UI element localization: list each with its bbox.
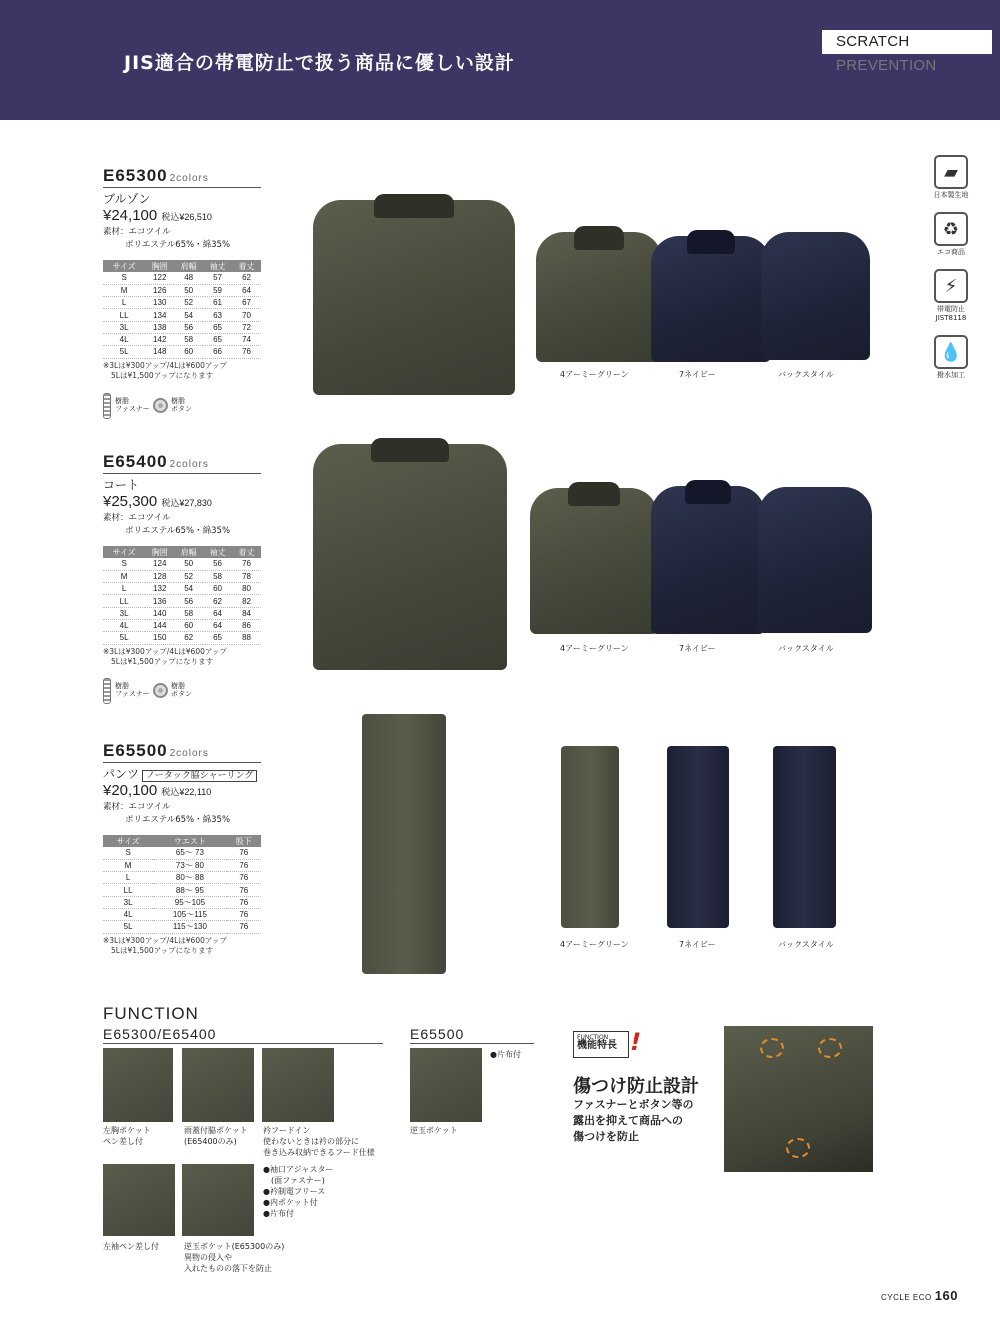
product-back-photo — [758, 487, 872, 633]
color-caption: バックスタイル — [778, 370, 834, 379]
product-code: E65300 2colors — [103, 166, 261, 188]
table-row: 4L 142 58 65 74 — [103, 333, 261, 345]
function-bullets: ●袖口アジャスター (面ファスナー) ●衿制電フリース ●内ポケット付 ●片布付 — [263, 1165, 334, 1218]
size-table: サイズ 胸囲 肩幅 袖丈 着丈 S 124 50 56 76 M 128 52 58 78 L 132 54 60 80 LL 136 56 62 82 3L 140 58 64 84 4L 144 60 64 86 5L 150 62 65 88 — [103, 546, 261, 645]
function-bullets: ●片布付 — [490, 1050, 521, 1059]
product-color-photo — [530, 488, 658, 634]
function-caption: 左胸ポケット ペン差し付 — [103, 1126, 151, 1146]
category-tag-light: PREVENTION — [836, 57, 937, 74]
size-note: ※3Lは¥300アップ/4Lは¥600アップ 5Lは¥1,500アップになります — [103, 646, 227, 666]
product-code: E65500 2colors — [103, 741, 261, 763]
table-row: 5L 148 60 66 76 — [103, 346, 261, 358]
button-icon — [153, 398, 168, 413]
product-name: ブルゾン — [103, 192, 151, 206]
table-row: S 65～ 73 76 — [103, 847, 261, 859]
function-caption: 逆玉ポケット — [410, 1126, 458, 1135]
product-main-photo — [313, 200, 515, 395]
color-caption: バックスタイル — [778, 644, 834, 653]
page-title: JIS適合の帯電防止で扱う商品に優しい設計 — [124, 52, 515, 74]
table-row: L 80～ 88 76 — [103, 872, 261, 884]
zipper-icon — [103, 678, 111, 704]
size-table: サイズ 胸囲 肩幅 袖丈 着丈 S 122 48 57 62 M 126 50 59 64 L 130 52 61 67 LL 134 54 63 70 3L 138 56 65 72 4L 142 58 65 74 5L 148 60 66 76 — [103, 260, 261, 359]
zipper-icon — [103, 393, 111, 419]
product-color-photo — [536, 232, 662, 362]
table-row: 3L 140 58 64 84 — [103, 607, 261, 619]
feature-title: 傷つけ防止設計 — [573, 1076, 699, 1097]
table-row: M 73～ 80 76 — [103, 859, 261, 871]
table-row: L 132 54 60 80 — [103, 583, 261, 595]
feature-icons — [930, 155, 972, 392]
table-row: 4L 105～115 76 — [103, 908, 261, 920]
feature-icon-label: エコ商品 — [937, 248, 965, 256]
color-caption: 7ネイビー — [679, 940, 716, 949]
product-back-photo — [773, 746, 836, 928]
product-price: ¥24,100 税込¥26,510 — [103, 207, 212, 224]
table-row: 4L 144 60 64 86 — [103, 619, 261, 631]
table-row: 5L 150 62 65 88 — [103, 632, 261, 644]
function-caption: 左袖ペン差し付 — [103, 1242, 159, 1251]
color-caption: 4アーミーグリーン — [560, 370, 629, 379]
product-color-photo — [667, 746, 729, 928]
feature-icon-label: 日本製生地 — [933, 191, 969, 199]
table-row: M 126 50 59 64 — [103, 284, 261, 296]
hardware-info: 樹脂 ファスナー 樹脂 ボタン — [103, 678, 203, 704]
product-e65300 — [103, 166, 263, 381]
product-code: E65400 2colors — [103, 452, 261, 474]
function-caption: 雨蓋付脇ポケット (E65400のみ) — [184, 1126, 248, 1146]
product-name: パンツ ノータック脇シャーリング — [103, 765, 263, 782]
feature-description: ファスナーとボタン等の 露出を抑えて商品への 傷つけを防止 — [573, 1098, 694, 1143]
table-row: 5L 115～130 76 — [103, 921, 261, 933]
material-info: 素材：エコツイル ポリエステル65%・綿35% — [103, 802, 231, 825]
color-caption: バックスタイル — [778, 940, 834, 949]
lightning-icon: ⚡ — [934, 269, 968, 303]
function-photo — [410, 1048, 482, 1122]
table-row: 3L 95～105 76 — [103, 896, 261, 908]
color-caption: 7ネイビー — [679, 644, 716, 653]
material-info: 素材：エコツイル ポリエステル65%・綿35% — [103, 513, 231, 536]
product-price: ¥20,100 税込¥22,110 — [103, 782, 212, 799]
feature-badge: FUNCTION 機能特長 — [573, 1031, 629, 1058]
header-banner — [0, 0, 1000, 120]
function-group-jackets: E65300/E65400 — [103, 1026, 383, 1044]
page-number: 160 — [934, 1288, 958, 1303]
page-footer — [881, 1288, 958, 1303]
footer-brand: CYCLE ECO — [881, 1293, 932, 1302]
table-row: LL 88～ 95 76 — [103, 884, 261, 896]
size-note: ※3Lは¥300アップ/4Lは¥600アップ 5Lは¥1,500アップになります — [103, 935, 227, 955]
feature-icon-label: 帯電防止 JIST8118 — [935, 305, 967, 322]
button-icon — [153, 683, 168, 698]
table-row: L 130 52 61 67 — [103, 297, 261, 309]
exclamation-icon: ! — [627, 1028, 644, 1056]
product-main-photo — [362, 714, 446, 974]
product-color-photo — [651, 236, 771, 362]
water-drop-icon: 💧 — [934, 335, 968, 369]
product-feature-tag: ノータック脇シャーリング — [142, 770, 257, 782]
category-tag-bold: SCRATCH — [836, 33, 910, 50]
table-row: LL 136 56 62 82 — [103, 595, 261, 607]
category-tag — [822, 30, 992, 74]
table-row: S 124 50 56 76 — [103, 558, 261, 570]
hardware-info: 樹脂 ファスナー 樹脂 ボタン — [103, 393, 203, 419]
function-title: FUNCTION — [103, 1004, 199, 1023]
recycle-icon: ♻ — [934, 212, 968, 246]
product-e65500 — [103, 741, 263, 956]
function-photo — [262, 1048, 334, 1122]
size-note: ※3Lは¥300アップ/4Lは¥600アップ 5Lは¥1,500アップになります — [103, 360, 227, 380]
feature-photo — [724, 1026, 873, 1172]
function-group-pants: E65500 — [410, 1026, 534, 1044]
product-back-photo — [761, 232, 870, 360]
material-info: 素材：エコツイル ポリエステル65%・綿35% — [103, 227, 231, 250]
function-caption: 逆玉ポケット(E65300のみ) 異物の侵入や 入れたものの落下を防止 — [184, 1242, 285, 1273]
size-table: サイズ ウエスト 股下 S 65～ 73 76 M 73～ 80 76 L 80～ 88 76 LL 88～ 95 76 3L 95～105 76 4L 105～115 76 5L 115～130 76 — [103, 835, 261, 934]
function-photo — [103, 1164, 175, 1236]
product-color-photo — [651, 486, 765, 634]
table-row: 3L 138 56 65 72 — [103, 321, 261, 333]
table-row: S 122 48 57 62 — [103, 272, 261, 284]
color-caption: 7ネイビー — [679, 370, 716, 379]
function-photo — [103, 1048, 173, 1122]
product-color-photo — [561, 746, 619, 928]
feature-icon-label: 撥水加工 — [937, 371, 965, 379]
function-photo — [182, 1164, 254, 1236]
color-caption: 4アーミーグリーン — [560, 940, 629, 949]
function-photo — [182, 1048, 254, 1122]
japan-map-icon: ▰ — [934, 155, 968, 189]
product-main-photo — [313, 444, 507, 670]
color-caption: 4アーミーグリーン — [560, 644, 629, 653]
product-name: コート — [103, 478, 140, 492]
table-row: M 128 52 58 78 — [103, 570, 261, 582]
function-caption: 衿フードイン 使わないときは衿の部分に 巻き込み収納できるフード仕様 — [263, 1126, 375, 1157]
product-price: ¥25,300 税込¥27,830 — [103, 493, 212, 510]
table-row: LL 134 54 63 70 — [103, 309, 261, 321]
product-e65400 — [103, 452, 263, 667]
